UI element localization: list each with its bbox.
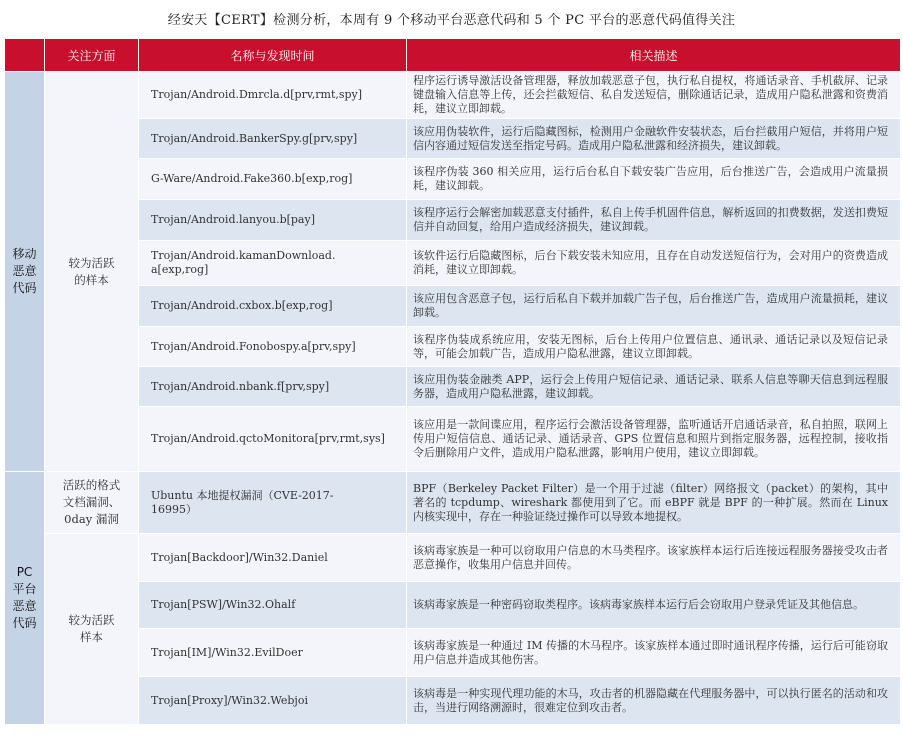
page-title: 经安天【CERT】检测分析，本周有 9 个移动平台恶意代码和 5 个 PC 平台的恶意代码值得关注 xyxy=(167,13,736,28)
header-desc: 相关描述 xyxy=(407,39,901,72)
table-row xyxy=(5,472,901,534)
table-header-row xyxy=(5,39,901,72)
malware-table xyxy=(4,38,901,725)
malware-name: Trojan/Android.Dmrcla.d[prv,rmt,spy] xyxy=(139,72,407,119)
malware-desc: 该应用包含恶意子包，运行后私自下载并加载广告子包，后台推送广告，造成用户流量损耗，建议卸载。 xyxy=(407,286,901,327)
malware-desc: 该应用伪装软件，运行后隐藏图标，检测用户金融软件安装状态，后台拦截用户短信，并将用户短信内容通过短信发送至指定号码。造成用户隐私泄露和经济损失，建议卸载。 xyxy=(407,119,901,159)
malware-name: Trojan/Android.nbank.f[prv,spy] xyxy=(139,367,407,407)
focus-vuln: 活跃的格式 文档漏洞、 0day 漏洞 xyxy=(45,472,139,534)
malware-desc: 该程序伪装成系统应用，安装无图标，后台上传用户位置信息、通讯录、通话记录以及短信记录等，可能会加载广告，造成用户隐私泄露，建议立即卸载。 xyxy=(407,327,901,367)
malware-desc: 程序运行诱导激活设备管理器，释放加载恶意子包，执行私自提权，将通话录音、手机截屏、记录键盘输入信息等上传，还会拦截短信、私自发送短信，删除通话记录，造成用户隐私泄露和资费消耗，建议立即卸载。 xyxy=(407,72,901,119)
table-row xyxy=(5,534,901,582)
table-row xyxy=(5,119,901,159)
platform-mobile: 移动 恶意 代码 xyxy=(5,72,45,472)
malware-name: G-Ware/Android.Fake360.b[exp,rog] xyxy=(139,159,407,200)
malware-desc: 该软件运行后隐藏图标，后台下载安装未知应用，且存在自动发送短信行为，会对用户的资费造成消耗，建议立即卸载。 xyxy=(407,241,901,286)
malware-name: Trojan[PSW]/Win32.Ohalf xyxy=(139,582,407,629)
table-row xyxy=(5,407,901,472)
vuln-name: Ubuntu 本地提权漏洞（CVE-2017- 16995） xyxy=(139,472,407,534)
malware-desc: 该病毒是一种实现代理功能的木马，攻击者的机器隐藏在代理服务器中，可以执行匿名的活动和攻击，当进行网络溯源时，很难定位到攻击者。 xyxy=(407,677,901,725)
malware-desc: 该病毒家族是一种通过 IM 传播的木马程序。该家族样本通过即时通讯程序传播，运行后可能窃取用户信息并造成其他伤害。 xyxy=(407,629,901,677)
malware-name: Trojan/Android.kamanDownload. a[exp,rog] xyxy=(139,241,407,286)
malware-name: Trojan[Backdoor]/Win32.Daniel xyxy=(139,534,407,582)
vuln-desc: BPF（Berkeley Packet Filter）是一个用于过滤（filter）网络报文（packet）的架构，其中著名的 tcpdump、wireshark 都使用到了它。而 eBPF 就是 BPF 的一种扩展。然而在 Linux 内核实现中，存在一种验证绕过操作可以导致本地提权。 xyxy=(407,472,901,534)
focus-mobile: 较为活跃 的样本 xyxy=(45,72,139,472)
focus-pc: 较为活跃 样本 xyxy=(45,534,139,725)
table-row xyxy=(5,286,901,327)
malware-name: Trojan/Android.Fonobospy.a[prv,spy] xyxy=(139,327,407,367)
malware-desc: 该病毒家族是一种可以窃取用户信息的木马类程序。该家族样本运行后连接远程服务器接受攻击者恶意操作，收集用户信息并回传。 xyxy=(407,534,901,582)
malware-desc: 该应用是一款间谍应用，程序运行会激活设备管理器，监听通话开启通话录音，私自拍照，联网上传用户短信信息、通话记录、通话录音、GPS 位置信息和照片到指定服务器，远程控制，接收指令后删除用户文件，造成用户隐私泄露，影响用户使用，建议立即卸载。 xyxy=(407,407,901,472)
table-row xyxy=(5,241,901,286)
table-row xyxy=(5,327,901,367)
malware-desc: 该程序运行会解密加载恶意支付插件，私自上传手机固件信息，解析返回的扣费数据，发送扣费短信并自动回复，给用户造成经济损失，建议卸载。 xyxy=(407,200,901,241)
malware-name: Trojan/Android.cxbox.b[exp,rog] xyxy=(139,286,407,327)
malware-desc: 该应用伪装金融类 APP，运行会上传用户短信记录、通话记录、联系人信息等聊天信息到远程服务器，造成用户隐私泄露，建议卸载。 xyxy=(407,367,901,407)
table-row xyxy=(5,367,901,407)
header-focus: 关注方面 xyxy=(45,39,139,72)
header-platform xyxy=(5,39,45,72)
header-name: 名称与发现时间 xyxy=(139,39,407,72)
table-row xyxy=(5,629,901,677)
malware-desc: 该病毒家族是一种密码窃取类程序。该病毒家族样本运行后会窃取用户登录凭证及其他信息。 xyxy=(407,582,901,629)
malware-name: Trojan/Android.lanyou.b[pay] xyxy=(139,200,407,241)
malware-desc: 该程序伪装 360 相关应用，运行后台私自下载安装广告应用，后台推送广告，会造成用户流量损耗，建议卸载。 xyxy=(407,159,901,200)
platform-pc: PC 平台 恶意 代码 xyxy=(5,472,45,725)
malware-name: Trojan/Android.BankerSpy.g[prv,spy] xyxy=(139,119,407,159)
malware-name: Trojan[IM]/Win32.EvilDoer xyxy=(139,629,407,677)
table-row xyxy=(5,159,901,200)
malware-name: Trojan[Proxy]/Win32.Webjoi xyxy=(139,677,407,725)
table-row xyxy=(5,200,901,241)
table-row xyxy=(5,72,901,119)
malware-name: Trojan/Android.qctoMonitora[prv,rmt,sys] xyxy=(139,407,407,472)
table-row xyxy=(5,677,901,725)
table-row xyxy=(5,582,901,629)
